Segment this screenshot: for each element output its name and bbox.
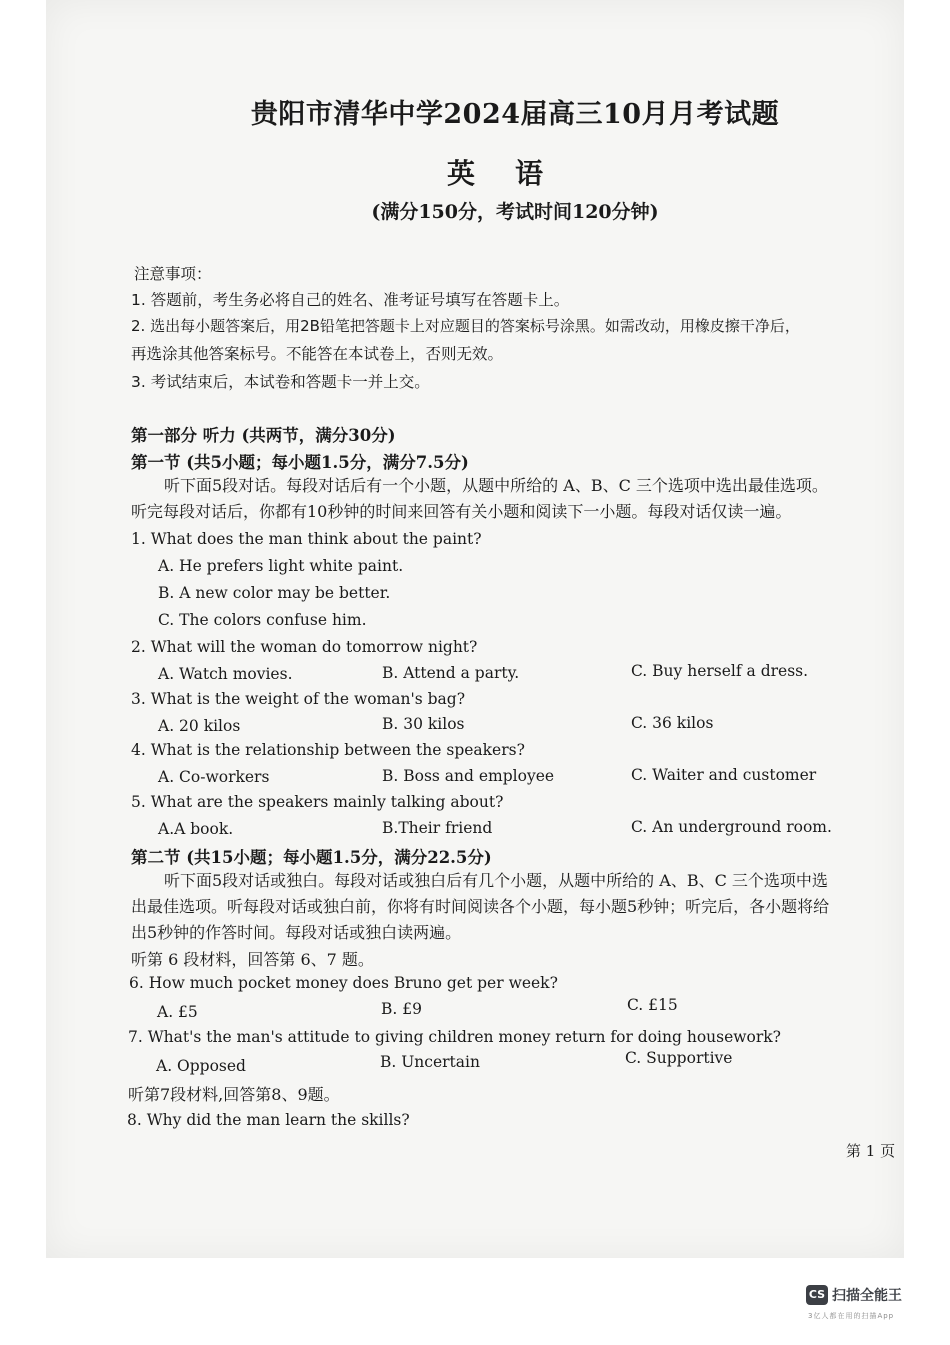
- question-1-stem: 1. What does the man think about the paint?: [131, 530, 482, 548]
- notice-item-2-line-2: 再选涂其他答案标号。不能答在本试卷上，否则无效。: [131, 345, 504, 363]
- notice-item-1: 1. 答题前，考生务必将自己的姓名、准考证号填写在答题卡上。: [131, 291, 570, 309]
- question-7-option-c: C. Supportive: [625, 1049, 733, 1067]
- question-7-stem: 7. What's the man's attitude to giving children money return for doing housework?: [128, 1028, 781, 1046]
- question-4-stem: 4. What is the relationship between the speakers?: [131, 741, 525, 759]
- notice-heading: 注意事项：: [134, 265, 212, 283]
- subject-title: 英语: [446, 157, 583, 190]
- question-6-option-a: A. £5: [157, 1003, 198, 1021]
- section1-intro-line-2: 听完每段对话后，你都有10秒钟的时间来回答有关小题和阅读下一小题。每段对话仅读一遍。: [131, 502, 792, 521]
- question-2-option-a: A. Watch movies.: [158, 665, 293, 683]
- question-3-stem: 3. What is the weight of the woman's bag?: [131, 690, 465, 708]
- material-6-instruction: 听第 6 段材料，回答第 6、7 题。: [131, 950, 374, 969]
- notice-item-2-line-1: 2. 选出每小题答案后，用2B铅笔把答题卡上对应题目的答案标号涂黑。如需改动，用橡皮擦干净后，: [131, 317, 800, 335]
- question-4-option-c: C. Waiter and customer: [631, 766, 817, 784]
- question-1-option-c: C. The colors confuse him.: [158, 611, 367, 629]
- score-time-info: (满分150分，考试时间120分钟): [371, 201, 659, 223]
- notice-item-3: 3. 考试结束后，本试卷和答题卡一并上交。: [131, 373, 430, 391]
- question-7-option-a: A. Opposed: [156, 1057, 246, 1075]
- section2-intro-line-1: 听下面5段对话或独白。每段对话或独白后有几个小题，从题中所给的 A、B、C 三个选项中选: [164, 871, 828, 890]
- question-5-option-c: C. An underground room.: [631, 818, 832, 836]
- question-2-option-b: B. Attend a party.: [382, 664, 520, 682]
- question-7-option-b: B. Uncertain: [380, 1053, 480, 1071]
- question-6-option-c: C. £15: [627, 996, 678, 1014]
- question-1-option-b: B. A new color may be better.: [158, 584, 391, 602]
- page-number: 第 1 页: [846, 1142, 896, 1160]
- question-3-option-a: A. 20 kilos: [158, 717, 241, 735]
- question-4-option-a: A. Co-workers: [158, 768, 270, 786]
- question-3-option-c: C. 36 kilos: [631, 714, 714, 732]
- section1-heading: 第一节 (共5小题；每小题1.5分，满分7.5分): [131, 453, 469, 472]
- camscanner-logo-icon: CS: [806, 1285, 828, 1305]
- question-5-option-a: A.A book.: [158, 820, 234, 838]
- question-6-option-b: B. £9: [381, 1000, 422, 1018]
- question-2-option-c: C. Buy herself a dress.: [631, 662, 809, 680]
- material-7-instruction: 听第7段材料,回答第8、9题。: [128, 1085, 340, 1104]
- question-3-option-b: B. 30 kilos: [382, 715, 465, 733]
- question-5-stem: 5. What are the speakers mainly talking about?: [131, 793, 504, 811]
- question-6-stem: 6. How much pocket money does Bruno get per week?: [129, 974, 558, 992]
- exam-title: 贵阳市清华中学2024届高三10月月考试题: [250, 99, 780, 130]
- section2-intro-line-3: 出5秒钟的作答时间。每段对话或独白读两遍。: [131, 923, 462, 942]
- question-1-option-a: A. He prefers light white paint.: [158, 557, 404, 575]
- section1-intro-line-1: 听下面5段对话。每段对话后有一个小题，从题中所给的 A、B、C 三个选项中选出最佳选项。: [164, 476, 828, 495]
- question-5-option-b: B.Their friend: [382, 819, 493, 837]
- camscanner-brand: 扫描全能王: [832, 1288, 902, 1304]
- section2-heading: 第二节 (共15小题；每小题1.5分，满分22.5分): [131, 848, 492, 867]
- part1-heading: 第一部分 听力 (共两节，满分30分): [131, 426, 396, 445]
- question-2-stem: 2. What will the woman do tomorrow night?: [131, 638, 478, 656]
- section2-intro-line-2: 出最佳选项。听每段对话或独白前，你将有时间阅读各个小题，每小题5秒钟；听完后，各小题将给: [131, 897, 830, 916]
- question-8-stem: 8. Why did the man learn the skills?: [127, 1111, 410, 1129]
- question-4-option-b: B. Boss and employee: [382, 767, 555, 785]
- camscanner-slogan: 3亿人都在用的扫描App: [808, 1312, 895, 1320]
